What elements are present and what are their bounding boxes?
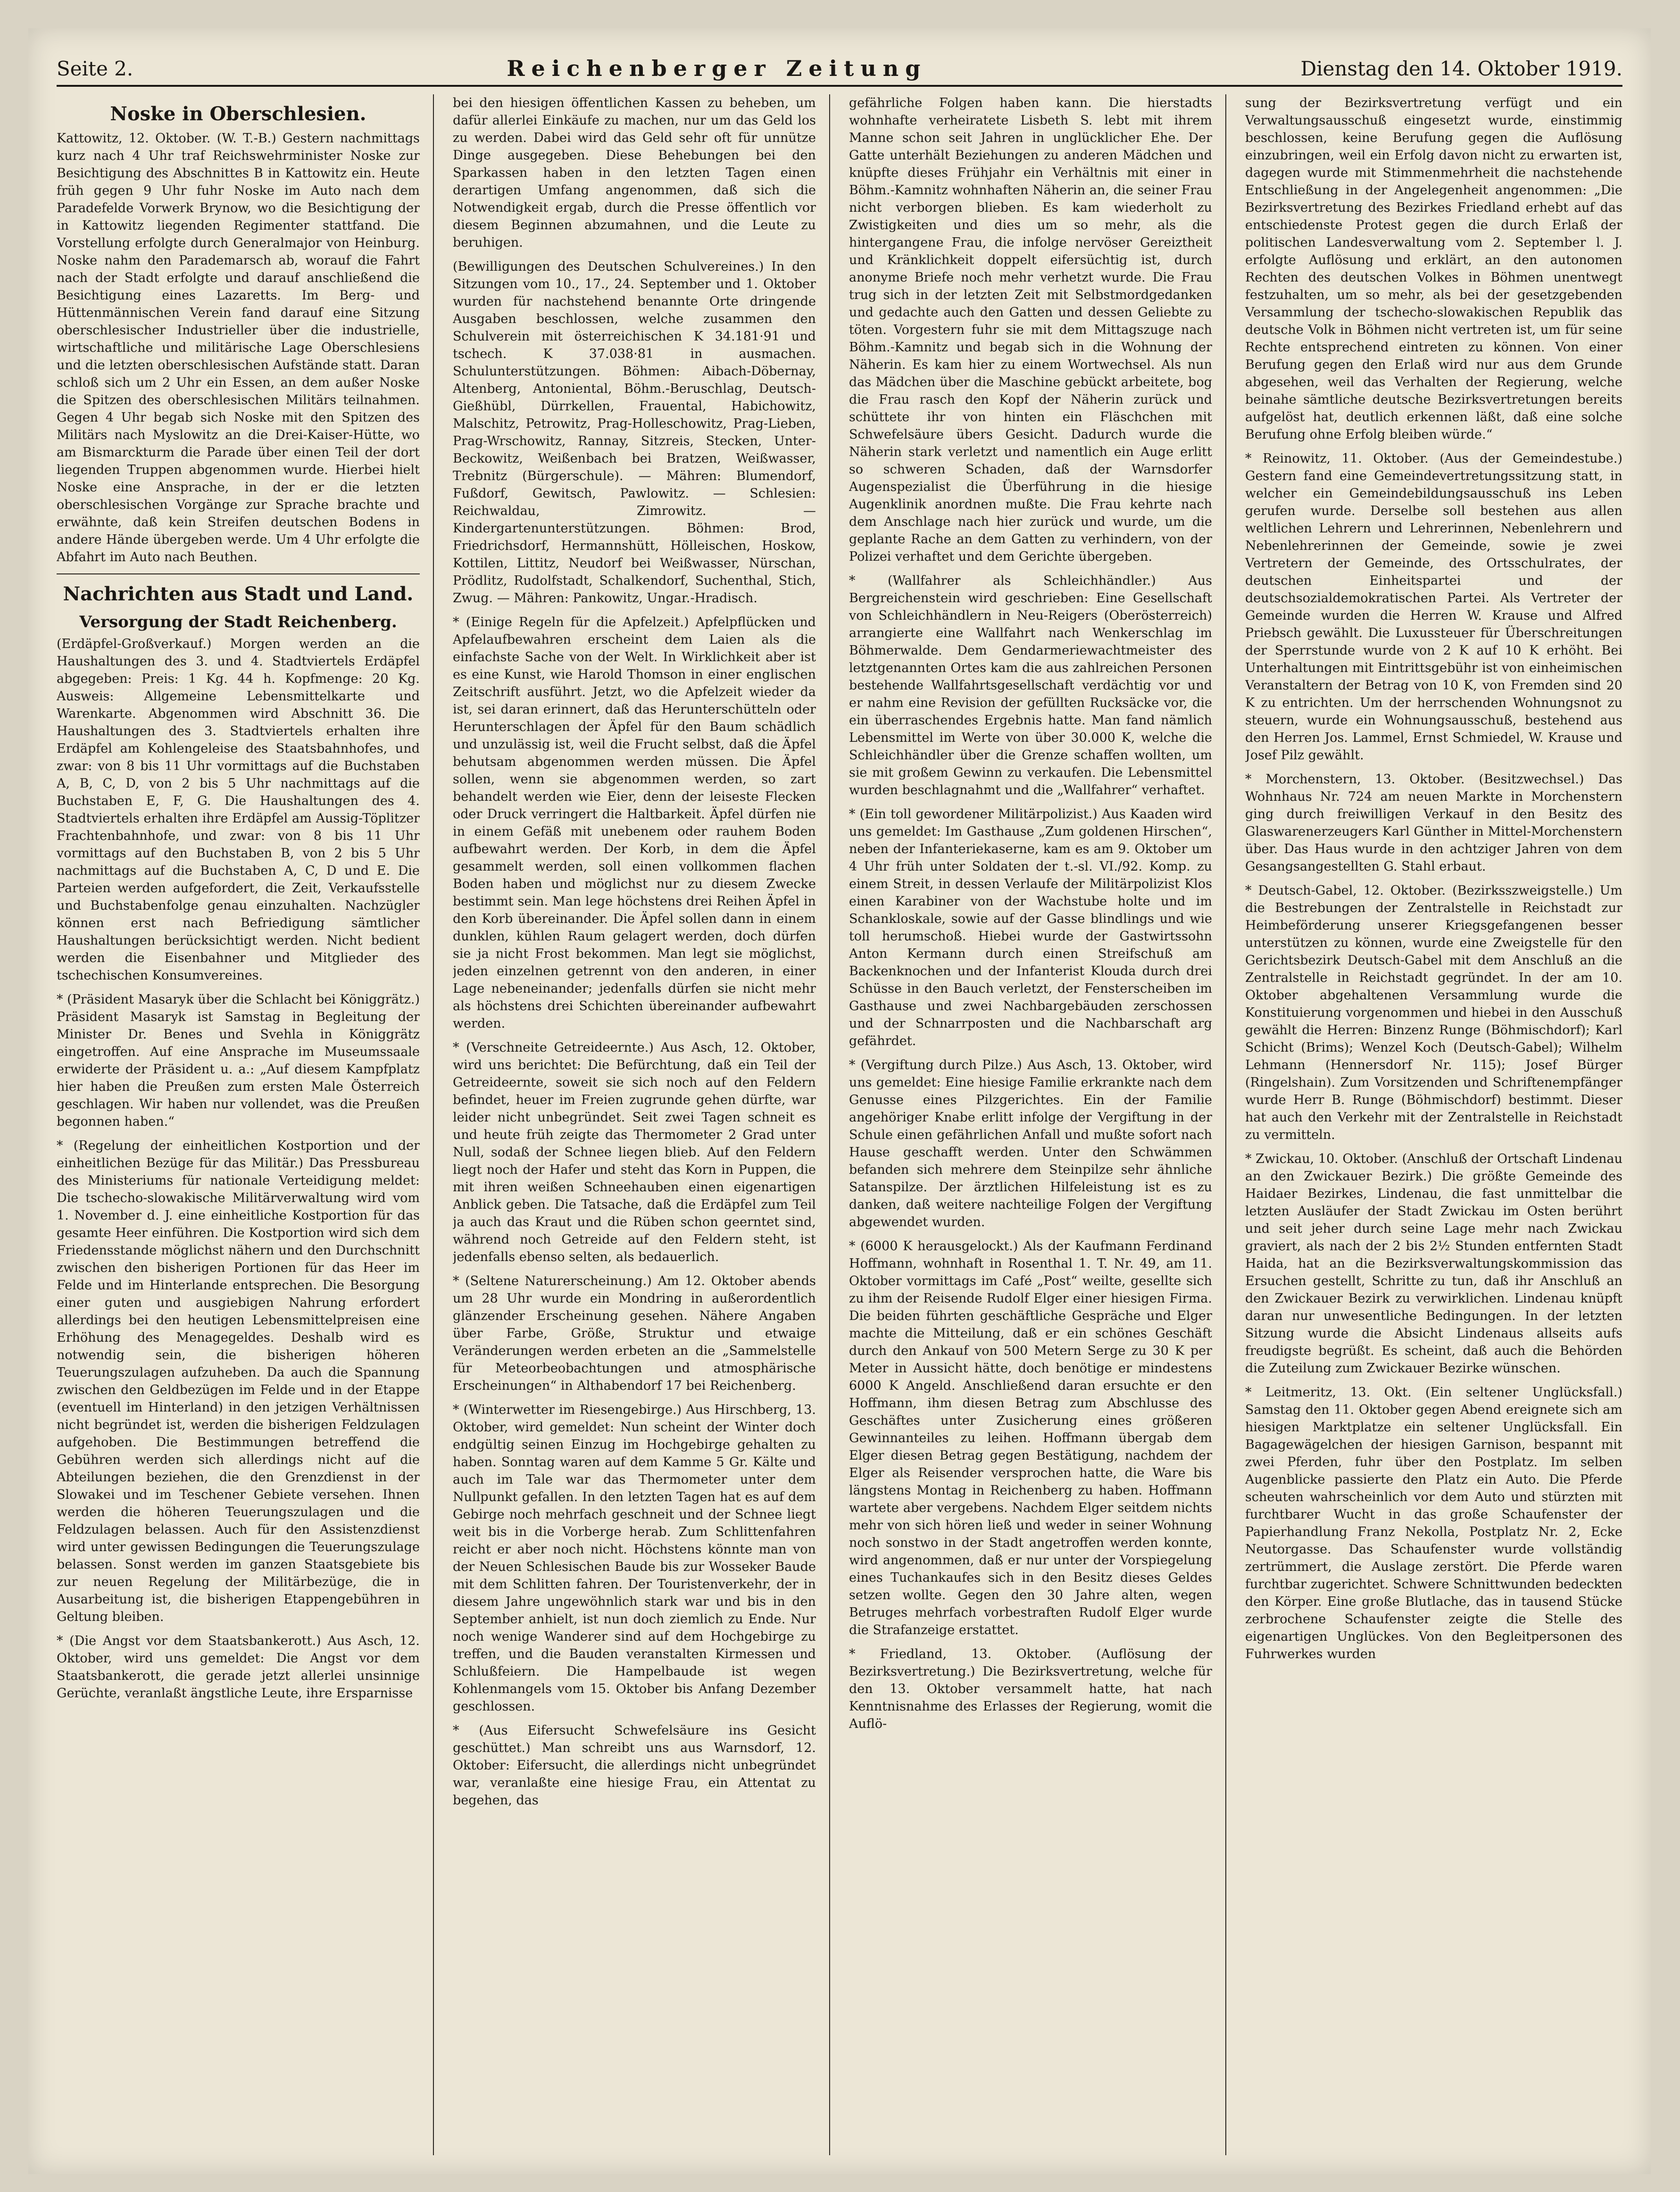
- section-heading: Nachrichten aus Stadt und Land.: [63, 583, 414, 605]
- article-paragraph: * (Vergiftung durch Pilze.) Aus Asch, 13. Oktober, wird uns gemeldet: Eine hiesige Familie erkrankte nach dem Genusse eines Pilzgerichtes. Ein der Familie angehöriger Knabe erlitt infolge der Vergiftung in der Schule einen gefährlichen Anfall und mußte sofort nach Hause geschafft werden. Unter den Schwämmen befanden sich mehrere dem Steinpilze sehr ähnliche Satanspilze. Der ärztlichen Hilfeleistung ist es zu danken, daß weitere nachteilige Folgen der Vergiftung abgewendet wurden.: [849, 1058, 1212, 1229]
- column-4: [1245, 94, 1622, 2155]
- section-divider: [57, 573, 420, 574]
- article-paragraph: * Morchenstern, 13. Oktober. (Besitzwechsel.) Das Wohnhaus Nr. 724 am neuen Markte in Morchenstern ging durch freiwilligen Verkauf in den Besitz des Glaswarenerzeugers Karl Günther in Mittel-Morchenstern über. Das Haus wurde in den achtziger Jahren von dem Gesangsangestellten G. Stahl erbaut.: [1245, 772, 1622, 874]
- article-paragraph: * (Wallfahrer als Schleichhändler.) Aus Bergreichenstein wird geschrieben: Eine Gesellschaft von Schleichhändlern in Neu-Reigers (Oberösterreich) arrangierte eine Wallfahrt nach Wenkerschlag im Böhmerwalde. Dem Gendarmeriewachtmeister des letztgenannten Ortes kam die aus zahlreichen Personen bestehende Wallfahrtsgesellschaft verdächtig vor und er nahm eine Revision der gefüllten Rucksäcke vor, die ein überraschendes Ergebnis hatte. Man fand nämlich Lebensmittel im Werte von über 30.000 K, welche die Schleichhändler über die Grenze schaffen wollten, um sie mit großem Gewinn zu verkaufen. Die Lebensmittel wurden beschlagnahmt und die „Wallfahrer“ verhaftet.: [849, 573, 1212, 797]
- column-3: [849, 94, 1226, 2155]
- masthead: [57, 52, 1622, 87]
- article-paragraph: gefährliche Folgen haben kann. Die hierstadts wohnhafte verheiratete Lisbeth S. lebt mit ihrem Manne schon seit Jahren in unglücklicher Ehe. Der Gatte unterhält Beziehungen zu anderen Mädchen und knüpfte dieses Frühjahr ein Verhältnis mit einer in Böhm.-Kamnitz wohnhaften Näherin an, die seiner Frau nicht verborgen blieben. Es kam wiederholt zu Zwistigkeiten und dies um so mehr, als die hintergangene Frau, die infolge nervöser Gereiztheit und Kränklichkeit doppelt eifersüchtig ist, durch anonyme Briefe noch mehr verhetzt wurde. Die Frau trug sich in der letzten Zeit mit Selbstmordgedanken und gedachte auch den Gatten und dessen Geliebte zu töten. Vorgestern fuhr sie mit dem Mittagszuge nach Böhm.-Kamnitz und begab sich in die Wohnung der Näherin. Es kam hier zu einem Wortwechsel. Als nun das Mädchen über die Maschine gebückt arbeitete, bog die Frau rasch den Kopf der Näherin zurück und schüttete ihr von hinten ein Fläschchen mit Schwefelsäure übers Gesicht. Dadurch wurde die Näherin stark verletzt und namentlich ein Auge erlitt so schweren Schaden, daß der Warnsdorfer Augenspezialist die Überführung in die hiesige Augenklinik anordnen mußte. Die Frau kehrte nach dem Anschlage nach hier zurück und wurde, um die geplante Rache an dem Gatten zu verhindern, von der Polizei verhaftet und dem Gerichte übergeben.: [849, 96, 1212, 564]
- article-paragraph: * (Präsident Masaryk über die Schlacht bei Königgrätz.) Präsident Masaryk ist Samstag in Begleitung der Minister Dr. Benes und Svehla in Königgrätz eingetroffen. Auf eine Ansprache im Museumssaale erwiderte der Präsident u. a.: „Auf diesem Kampfplatz hier haben die Preußen zum ersten Male Österreich geschlagen. Wir haben nur vollendet, was die Preußen begonnen haben.“: [57, 992, 420, 1129]
- column-1: [57, 94, 434, 2155]
- newspaper-page: [28, 28, 1651, 2174]
- newspaper-title: Reichenberger Zeitung: [507, 56, 927, 81]
- article-columns: [57, 94, 1622, 2155]
- article-paragraph: bei den hiesigen öffentlichen Kassen zu beheben, um dafür allerlei Einkäufe zu machen, nur um das Geld los zu werden. Dabei wird das Geld sehr oft für unnütze Dinge ausgegeben. Diese Behebungen bei den Sparkassen haben in den letzten Tagen einen derartigen Umfang angenommen, daß sich die Notwendigkeit ergab, durch die Presse öffentlich vor diesem Beginnen abzumahnen, und die Leute zu beruhigen.: [453, 96, 816, 250]
- article-paragraph: * (Einige Regeln für die Apfelzeit.) Apfelpflücken und Apfelaufbewahren erscheint dem Laien als die einfachste Sache von der Welt. In Wirklichkeit aber ist es eine Kunst, wie Harold Thomson in einer englischen Zeitschrift ausführt. Jetzt, wo die Apfelzeit wieder da ist, sei daran erinnert, daß das Herunterschütteln oder Herunterschlagen der Äpfel für den Baum schädlich und unzulässig ist, weil die Frucht selbst, daß die Äpfel behutsam abgenommen werden müssen. Die Äpfel sollen, wenn sie abgenommen werden, so zart behandelt werden wie Eier, denn der leiseste Flecken oder Druck verringert die Haltbarkeit. Äpfel dürfen nie in einem Gefäß mit unebenem oder rauhem Boden aufbewahrt werden. Der Korb, in dem die Äpfel gesammelt werden, soll einen vollkommen flachen Boden haben und möglichst nur zu diesem Zwecke bestimmt sein. Man lege höchstens drei Reihen Äpfel in den Korb übereinander. Die Äpfel sollen dann in einem dunklen, kühlen Raum gelagert werden, doch dürfen sie ja nicht Frost bekommen. Man legt sie möglichst, jeden einzelnen getrennt von den anderen, in einer Lage nebeneinander; jedenfalls dürfen sie nicht mehr als höchstens drei Schichten übereinander aufbewahrt werden.: [453, 615, 816, 1031]
- column-2: [453, 94, 830, 2155]
- article-paragraph: * Friedland, 13. Oktober. (Auflösung der Bezirksvertretung.) Die Bezirksvertretung, welche für den 13. Oktober versammelt hatte, hat nach Kenntnisnahme des Erlasses der Regierung, womit die Auflö-: [849, 1647, 1212, 1731]
- page-number: Seite 2.: [57, 57, 133, 80]
- article-paragraph: * Zwickau, 10. Oktober. (Anschluß der Ortschaft Lindenau an den Zwickauer Bezirk.) Die größte Gemeinde des Haidaer Bezirkes, Lindenau, die fast unmittelbar die letzten Ausläufer der Stadt Zwickau im Osten berührt und seit jeher durch seine Lage mehr nach Zwickau graviert, als nach der 2 bis 2½ Stunden entfernten Stadt Haida, hat an die Bezirksverwaltungskommission das Ersuchen gestellt, Schritte zu tun, daß ihr Anschluß an den Zwickauer Bezirk zu verwirklichen. Lindenau knüpft daran nur unwesentliche Bedingungen. In der letzten Sitzung wurde die Absicht Lindenaus allseits aufs freudigste begrüßt. Es scheint, daß auch die Behörden die Zuteilung zum Zwickauer Bezirke wünschen.: [1245, 1152, 1622, 1376]
- section-heading: Versorgung der Stadt Reichenberg.: [79, 613, 397, 631]
- article-paragraph: (Bewilligungen des Deutschen Schulvereines.) In den Sitzungen vom 10., 17., 24. September und 1. Oktober wurden für nachstehend benannte Orte dringende Ausgaben beschlossen, welche zusammen den Schulverein mit österreichischen K 34.181·91 und tschech. K 37.038·81 in ausmachen. Schulunterstützungen. Böhmen: Aibach-Döbernay, Altenberg, Antoniental, Böhm.-Beruschlag, Deutsch-Gießhübl, Dürrkellen, Frauental, Habichowitz, Malschitz, Petrowitz, Prag-Holleschowitz, Prag-Lieben, Prag-Wrschowitz, Rannay, Sitzreis, Stecken, Unter-Beckowitz, Weißenbach bei Bratzen, Weißwasser, Trebnitz (Bürgerschule). — Mähren: Blumendorf, Fußdorf, Gewitsch, Pawlowitz. — Schlesien: Reichwaldau, Zimrowitz. — Kindergartenunterstützungen. Böhmen: Brod, Friedrichsdorf, Hermannshütt, Hölleischen, Hoskow, Kottilen, Littitz, Neudorf bei Weißwasser, Nürschan, Prödlitz, Rudolfstadt, Schalkendorf, Suchenthal, Stich, Zwug. — Mähren: Pankowitz, Ungar.-Hradisch.: [453, 259, 816, 606]
- article-paragraph: * (Regelung der einheitlichen Kostportion und der einheitlichen Bezüge für das Militär.) Das Pressbureau des Ministeriums für nationale Verteidigung meldet: Die tschecho-slowakische Militärverwaltung wird vom 1. November d. J. eine einheitliche Kostportion für das gesamte Heer einführen. Die Kostportion wird sich dem Friedensstande möglichst nähern und den Durchschnitt zwischen den bisherigen Portionen für das Heer im Felde und im Hinterlande entsprechen. Die Besorgung einer guten und ausgiebigen Nahrung erfordert allerdings bei den heutigen Lebensmittelpreisen eine Erhöhung des Menagegeldes. Deshalb wird es notwendig sein, die bisherigen höheren Teuerungszulagen aufzuheben. Da auch die Spannung zwischen den Geldbezügen im Felde und in der Etappe (eventuell im Hinterland) in den jetzigen Verhältnissen nicht begründet ist, werden die bisherigen Feldzulagen aufgehoben. Die Bestimmungen betreffend die Gebühren werden sich allerdings nicht auf die Abteilungen beziehen, die den Grenzdienst in der Slowakei und im Teschener Gebiete versehen. Ihnen werden die höheren Teuerungszulagen und die Feldzulagen belassen. Auch für den Assistenzdienst wird unter gewissen Bedingungen die Teuerungszulage belassen. Sonst werden im ganzen Staatsgebiete bis zur neuen Regelung der Militärbezüge, die in Ausarbeitung ist, die bisherigen Etappengebühren in Geltung bleiben.: [57, 1138, 420, 1624]
- article-paragraph: * (Verschneite Getreideernte.) Aus Asch, 12. Oktober, wird uns berichtet: Die Befürchtung, daß ein Teil der Getreideernte, soweit sie sich noch auf den Feldern befindet, heuer im Freien zugrunde gehen dürfte, war leider nicht unbegründet. Seit zwei Tagen schneit es und heute früh zeigte das Thermometer 2 Grad unter Null, sodaß der Schnee liegen blieb. Auf den Feldern liegt noch der Hafer und steht das Korn in Puppen, die mit ihren weißen Schneehauben einen eigenartigen Anblick geben. Die Tatsache, daß die Erdäpfel zum Teil ja auch das Kraut und die Rüben schon geerntet sind, während noch Getreide auf den Feldern steht, ist jedenfalls ebenso selten, als bedauerlich.: [453, 1040, 816, 1264]
- article-paragraph: sung der Bezirksvertretung verfügt und ein Verwaltungsausschuß eingesetzt wurde, einstimmig beschlossen, keine Berufung gegen die Auflösung einzubringen, weil ein Erfolg davon nicht zu erwarten ist, dagegen wurde mit Stimmenmehrheit die nachstehende Entschließung in der Angelegenheit angenommen: „Die Bezirksvertretung des Bezirkes Friedland erhebt auf das entschiedenste Protest gegen die durch Erlaß der politischen Landesverwaltung vom 2. September l. J. erfolgte Auflösung und erklärt, an den autonomen Rechten des deutschen Volkes in Böhmen unentwegt festzuhalten, um so mehr, als bei der gesetzgebenden Versammlung der tschecho-slowakischen Republik das deutsche Volk in Böhmen nicht vertreten ist, um für seine Rechte entsprechend eintreten zu können. Von einer Berufung gegen den Erlaß wird nur aus dem Grunde abgesehen, weil das Verhalten der Regierung, welche beinahe sämtliche deutsche Bezirksvertretungen bereits aufgelöst hat, deutlich erkennen läßt, daß eine solche Berufung ohne Erfolg bleiben würde.“: [1245, 96, 1622, 442]
- article-paragraph: * Reinowitz, 11. Oktober. (Aus der Gemeindestube.) Gestern fand eine Gemeindevertretungssitzung statt, in welcher ein Gemeindebildungsausschuß ins Leben gerufen wurde. Derselbe soll bestehen aus allen weltlichen Lehrern und Lehrerinnen, Nebenlehrern und Nebenlehrerinnen der Gemeinde, sowie je zwei Vertretern der Gemeinde, des Ortsschulrates, der deutschen Einheitspartei und der deutschsozialdemokratischen Partei. Als Vertreter der Gemeinde wurden die Herren W. Krause und Alfred Priebsch gewählt. Die Luxussteuer für Überschreitungen der Sperrstunde wurde von 2 K auf 10 K erhöht. Bei Unterhaltungen mit Eintrittsgebühr ist von einheimischen Veranstaltern der Betrag von 10 K, von Fremden sind 20 K zu entrichten. Um der herrschenden Wohnungsnot zu steuern, wurde ein Wohnungsausschuß, bestehend aus den Herren Jos. Lammel, Ernst Schmiedel, W. Krause und Josef Pilz gewählt.: [1245, 451, 1622, 763]
- article-paragraph: * (6000 K herausgelockt.) Als der Kaufmann Ferdinand Hoffmann, wohnhaft in Rosenthal 1. T. Nr. 49, am 11. Oktober vormittags im Café „Post“ weilte, gesellte sich zu ihm der Reisende Rudolf Elger einer hiesigen Firma. Die beiden führten geschäftliche Gespräche und Elger machte die Mitteilung, daß er ein schönes Geschäft durch den Ankauf von 500 Metern Serge zu 30 K per Meter in Aussicht hätte, doch benötige er mindestens 6000 K Angeld. Anschließend daran ersuchte er den Hoffmann, ihm diesen Betrag zum Abschlusse des Geschäftes unter Zusicherung eines größeren Gewinnanteiles zu leihen. Hoffmann übergab dem Elger diesen Betrag gegen Bestätigung, nachdem der Elger als Reisender versprochen hatte, die Ware bis längstens Montag in Reichenberg zu haben. Hoffmann wartete aber vergebens. Nachdem Elger seitdem nichts mehr von sich hören ließ und weder in seiner Wohnung noch sonstwo in der Stadt angetroffen werden konnte, wird angenommen, daß er nur unter der Vorspiegelung eines Tuchankaufes sich in den Besitz dieses Geldes setzen wollte. Gegen den 30 Jahre alten, wegen Betruges mehrfach vorbestraften Rudolf Elger wurde die Strafanzeige erstattet.: [849, 1239, 1212, 1637]
- section-heading: Noske in Oberschlesien.: [110, 103, 366, 125]
- article-paragraph: (Erdäpfel-Großverkauf.) Morgen werden an die Haushaltungen des 3. und 4. Stadtviertels Erdäpfel abgegeben: Preis: 1 Kg. 44 h. Kopfmenge: 20 Kg. Ausweis: Allgemeine Lebensmittelkarte und Warenkarte. Abgenommen wird Abschnitt 36. Die Haushaltungen des 3. Stadtviertels erhalten ihre Erdäpfel am Kohlengeleise des Staatsbahnhofes, und zwar: von 8 bis 11 Uhr vormittags auf die Buchstaben A, B, C, D, von 2 bis 5 Uhr nachmittags auf die Buchstaben E, F, G. Die Haushaltungen des 4. Stadtviertels erhalten ihre Erdäpfel am Aussig-Töplitzer Frachtenbahnhofe, und zwar: von 8 bis 11 Uhr vormittags auf den Buchstaben B, von 2 bis 5 Uhr nachmittags auf die Buchstaben A, C, D und E. Die Parteien werden aufgefordert, die Zeit, Verkaufsstelle und Buchstabenfolge genau einzuhalten. Nachzügler können erst nach Befriedigung sämtlicher Haushaltungen berücksichtigt werden. Nicht bedient werden die Eisenbahner und Mitglieder des tschechischen Konsumvereines.: [57, 637, 420, 983]
- article-paragraph: * Leitmeritz, 13. Okt. (Ein seltener Unglücksfall.) Samstag den 11. Oktober gegen Abend ereignete sich am hiesigen Marktplatze ein seltener Unglücksfall. Ein Bagagewägelchen der hiesigen Garnison, bespannt mit zwei Pferden, fuhr über den Postplatz. Im selben Augenblicke passierte den Platz ein Auto. Die Pferde scheuten wahrscheinlich vor dem Auto und stürzten mit furchtbarer Wucht in das große Schaufenster der Papierhandlung Franz Nekolla, Postplatz Nr. 2, Ecke Neutorgasse. Das Schaufenster wurde vollständig zertrümmert, die Auslage zerstört. Die Pferde waren furchtbar zugerichtet. Schwere Schnittwunden bedeckten den Körper. Eine große Blutlache, das in tausend Stücke zerbrochene Schaufenster zeigte die Stelle des eigenartigen Unglückes. Von den Begleitpersonen des Fuhrwerkes wurden: [1245, 1385, 1622, 1661]
- issue-date: Dienstag den 14. Oktober 1919.: [1300, 57, 1622, 80]
- article-paragraph: * (Ein toll gewordener Militärpolizist.) Aus Kaaden wird uns gemeldet: Im Gasthause „Zum goldenen Hirschen“, neben der Infanteriekaserne, kam es am 9. Oktober um 4 Uhr früh unter Soldaten der t.-sl. VI./92. Komp. zu einem Streit, in dessen Verlaufe der Militärpolizist Klos einen Karabiner von der Wachstube holte und im Schankloskale, sowie auf der Gasse blindlings und wie toll herumschoß. Hiebei wurde der Gastwirtssohn Anton Kermann durch einen Streifschuß am Backenknochen und der Infanterist Klouda durch drei Schüsse in den Bauch verletzt, der Fensterscheiben im Gasthause und zwei Nachbargebäuden zerschossen und der Schnarrposten und die Nachbarschaft arg gefährdet.: [849, 807, 1212, 1048]
- article-paragraph: * (Seltene Naturerscheinung.) Am 12. Oktober abends um 28 Uhr wurde ein Mondring in außerordentlich glänzender Erscheinung gesehen. Nähere Angaben über Farbe, Größe, Struktur und etwaige Veränderungen werden erbeten an die „Sammelstelle für Meteorbeobachtungen und atmosphärische Erscheinungen“ in Althabendorf 17 bei Reichenberg.: [453, 1274, 816, 1393]
- article-paragraph: Kattowitz, 12. Oktober. (W. T.-B.) Gestern nachmittags kurz nach 4 Uhr traf Reichswehrminister Noske zur Besichtigung des Abschnittes B in Kattowitz ein. Heute früh gegen 9 Uhr fuhr Noske im Auto nach dem Paradefelde Vorwerk Brynow, wo die Besichtigung der in Kattowitz liegenden Regimenter stattfand. Die Vorstellung erfolgte durch Generalmajor von Heinburg. Noske nahm den Parademarsch ab, worauf die Fahrt nach der Stadt erfolgte und darauf anschließend die Besichtigung eines Lazaretts. Im Berg- und Hüttenmännischen Verein fand darauf eine Sitzung oberschlesischer Industrieller über die industrielle, wirtschaftliche und militärische Lage Oberschlesiens und die letzten oberschlesischen Aufstände statt. Daran schloß sich um 2 Uhr ein Essen, an dem außer Noske die Spitzen des oberschlesischen Militärs teilnahmen. Gegen 4 Uhr begab sich Noske mit den Spitzen des Militärs nach Myslowitz an die Drei-Kaiser-Hütte, wo am Bismarckturm die Parade über einen Teil der dort liegenden Truppen abgenommen wurde. Hierbei hielt Noske eine Ansprache, in der er die letzten oberschlesischen Vorgänge zur Sprache brachte und erwähnte, daß kein Streifen deutschen Bodens in andere Hände übergeben werde. Um 4 Uhr erfolgte die Abfahrt im Auto nach Beuthen.: [57, 131, 420, 565]
- article-paragraph: * Deutsch-Gabel, 12. Oktober. (Bezirksszweigstelle.) Um die Bestrebungen der Zentralstelle in Reichstadt zur Heimbeförderung unserer Kriegsgefangenen besser unterstützen zu können, wurde eine Zweigstelle für den Gerichtsbezirk Deutsch-Gabel mit dem Anschluß an die Zentralstelle in Reichstadt gegründet. In der am 10. Oktober abgehaltenen Versammlung wurde die Konstituierung vorgenommen und hiebei in den Ausschuß gewählt die Herren: Binzenz Runge (Böhmischdorf); Karl Schicht (Brims); Wenzel Koch (Deutsch-Gabel); Wilhelm Lehmann (Hennersdorf Nr. 115); Josef Bürger (Ringelshain). Zum Vorsitzenden und Schriftenempfänger wurde Herr B. Runge (Böhmischdorf) bestimmt. Dieser hat auch den Verkehr mit der Zentralstelle in Reichstadt zu vermitteln.: [1245, 883, 1622, 1142]
- article-paragraph: * (Die Angst vor dem Staatsbankerott.) Aus Asch, 12. Oktober, wird uns gemeldet: Die Angst vor dem Staatsbankerott, die gerade jetzt allerlei unsinnige Gerüchte, veranlaßt ängstliche Leute, ihre Ersparnisse: [57, 1634, 420, 1701]
- article-paragraph: * (Winterwetter im Riesengebirge.) Aus Hirschberg, 13. Oktober, wird gemeldet: Nun scheint der Winter doch endgültig seinen Einzug im Hochgebirge gehalten zu haben. Sonntag waren auf dem Kamme 5 Gr. Kälte und auch im Tale war das Thermometer unter dem Nullpunkt gefallen. In den letzten Tagen hat es auf dem Gebirge noch mehrfach geschneit und der Schnee liegt weit bis in die Vorberge herab. Zum Schlittenfahren reicht er aber noch nicht. Höchstens könnte man von der Neuen Schlesischen Baude bis zur Wosseker Baude mit dem Schlitten fahren. Der Touristenverkehr, der in diesem Jahre ungewöhnlich stark war und bis in den September anhielt, ist nun doch ziemlich zu Ende. Nur noch wenige Wanderer sind auf dem Hochgebirge zu treffen, und die Bauden veranstalten Kirmessen und Schlußfeiern. Die Hampelbaude ist wegen Kohlenmangels vom 15. Oktober bis Anfang Dezember geschlossen.: [453, 1403, 816, 1714]
- article-paragraph: * (Aus Eifersucht Schwefelsäure ins Gesicht geschüttet.) Man schreibt uns aus Warnsdorf, 12. Oktober: Eifersucht, die allerdings nicht unbegründet war, veranlaßte eine hiesige Frau, ein Attentat zu begehen, das: [453, 1723, 816, 1808]
